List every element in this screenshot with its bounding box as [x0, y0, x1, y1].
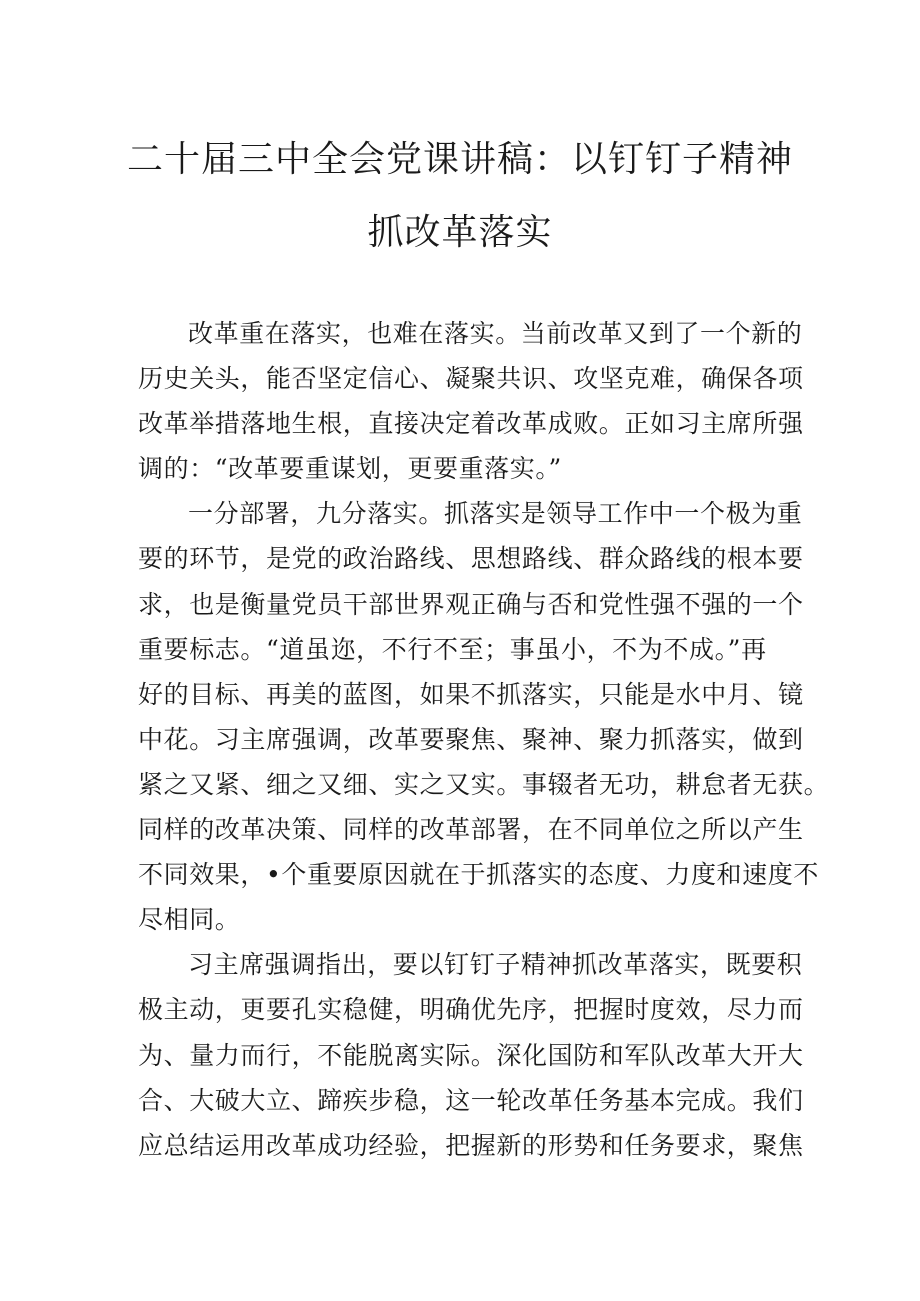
paragraph-1-line-2: 历史关头，能否坚定信心、凝聚共识、攻坚克难，确保各项 [138, 364, 804, 394]
paragraph-2-line-5: 好的目标、再美的蓝图，如果不抓落实，只能是水中月、镜 [138, 679, 804, 709]
paragraph-1-line-4: 调的：“改革要重谋划，更要重落实。” [138, 454, 562, 484]
paragraph-3-line-5: 应总结运用改革成功经验，把握新的形势和任务要求，聚焦 [138, 1130, 804, 1160]
paragraph-2-line-7: 紧之又紧、细之又细、实之又实。事辍者无功，耕怠者无获。 [138, 769, 830, 799]
paragraph-1-line-3: 改革举措落地生根，直接决定着改革成败。正如习主席所强 [138, 409, 804, 439]
paragraph-2-line-9: 不同效果，•个重要原因就在于抓落实的态度、力度和速度不 [138, 860, 819, 890]
paragraph-3-line-3: 为、量力而行，不能脱离实际。深化国防和军队改革大开大 [138, 1040, 804, 1070]
paragraph-2-line-6: 中花。习主席强调，改革要聚焦、聚神、聚力抓落实，做到 [138, 724, 804, 754]
paragraph-2-line-3: 求，也是衡量党员干部世界观正确与否和党性强不强的一个 [138, 589, 804, 619]
paragraph-2-line-4: 重要标志。“道虽迩，不行不至；事虽小，不为不成。”再 [138, 634, 767, 664]
paragraph-3-line-2: 极主动，更要孔实稳健，明确优先序，把握时度效，尽力而 [138, 995, 804, 1025]
document-body [138, 311, 830, 1168]
paragraph-2-line-8: 同样的改革决策、同样的改革部署，在不同单位之所以产生 [138, 815, 804, 845]
paragraph-1-line-1: 改革重在落实，也难在落实。当前改革又到了一个新的 [188, 319, 803, 348]
paragraph-3-line-1: 习主席强调指出，要以钉钉子精神抓改革落实，既要积 [188, 950, 803, 980]
document-title-line-2: 抓改革落实 [367, 212, 553, 253]
document-title-line-1: 二十届三中全会党课讲稿：以钉钉子精神 [126, 139, 793, 180]
paragraph-2-line-1: 一分部署，九分落实。抓落实是领导工作中一个极为重 [188, 499, 803, 529]
paragraph-2-line-2: 要的环节，是党的政治路线、思想路线、群众路线的根本要 [138, 544, 804, 574]
paragraph-2-line-10: 尽相同。 [138, 905, 241, 935]
paragraph-3-line-4: 合、大破大立、蹄疾步稳，这一轮改革任务基本完成。我们 [138, 1085, 804, 1115]
